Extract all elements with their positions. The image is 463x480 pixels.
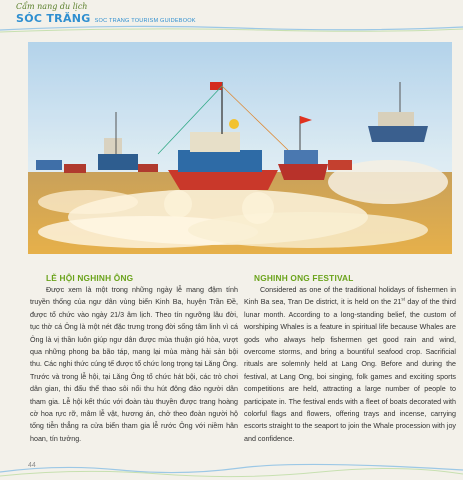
body-english — [244, 284, 456, 445]
brand-subtitle: SOC TRANG TOURISM GUIDEBOOK — [94, 18, 196, 24]
body-english-part2: day of the third lunar month. According to a long-standing belief, the custom of worshiping Whales is a feature in spiritual life because Whales are gods who always help fishermen get good rain and wind, overcome storms, and bring a bountiful seafood crop. Sacrificial rituals are solemnly held at Lang Ong. Before and during the festival, at Lang Ong, boi singing, folk games and exciting sports competitions are held, attracting a large number of people to participate in. The festival ends with a fleet of boats decorated with colorful flags and flowers, offering trays and incense, carrying escorts straight to the seaport to join the Whale procession with joy and confidence. — [244, 298, 456, 443]
brand-title: SÓC TRĂNG — [16, 12, 91, 25]
heading-vietnamese: LỄ HỘI NGHINH ÔNG — [46, 273, 134, 283]
body-english-part1: Considered as one of the traditional holidays of fishermen in Kinh Ba sea, Tran De district, it is held on the 21 — [244, 286, 456, 307]
heading-english: NGHINH ONG FESTIVAL — [254, 273, 354, 283]
festival-boats-photo — [28, 42, 452, 254]
page-number: 44 — [28, 462, 36, 469]
body-vietnamese: Được xem là một trong những ngày lễ mang đậm tính truyền thống của ngư dân vùng biển Kinh Ba, huyện Trần Đề, được tổ chức vào ngày 21/3 âm lịch. Theo tín ngưỡng lâu đời, tục thờ cá Ông là một nét đặc trưng trong đời sống tâm linh vì cá Ông là vị thần luôn giúp ngư dân được mùa thuận gió hòa, vượt qua những phong ba bão táp, mang lại mùa màng hải sản bội thu. Các nghi thức cúng tế được tổ chức long trọng tại Lăng Ông. Trước và trong lễ hội, tại Lăng Ông tổ chức hát bội, các trò chơi dân gian, thi đấu thể thao sôi nổi thu hút đông đảo người dân tham gia. Lễ hội kết thúc với đoàn tàu thuyền được trang hoàng cờ hoa rực rỡ, mâm lễ vật, hương án, chở theo đoàn người hộ tống tiễn thẳng ra cửa biển tham gia lễ rước Ông với niềm hân hoan, tín tưởng. — [30, 286, 238, 443]
header-swoosh-decoration — [0, 24, 463, 34]
footer-wave-decoration — [0, 458, 463, 480]
guidebook-script-title: Cẩm nang du lịch — [16, 2, 88, 11]
ordinal-suffix: st — [401, 297, 405, 303]
